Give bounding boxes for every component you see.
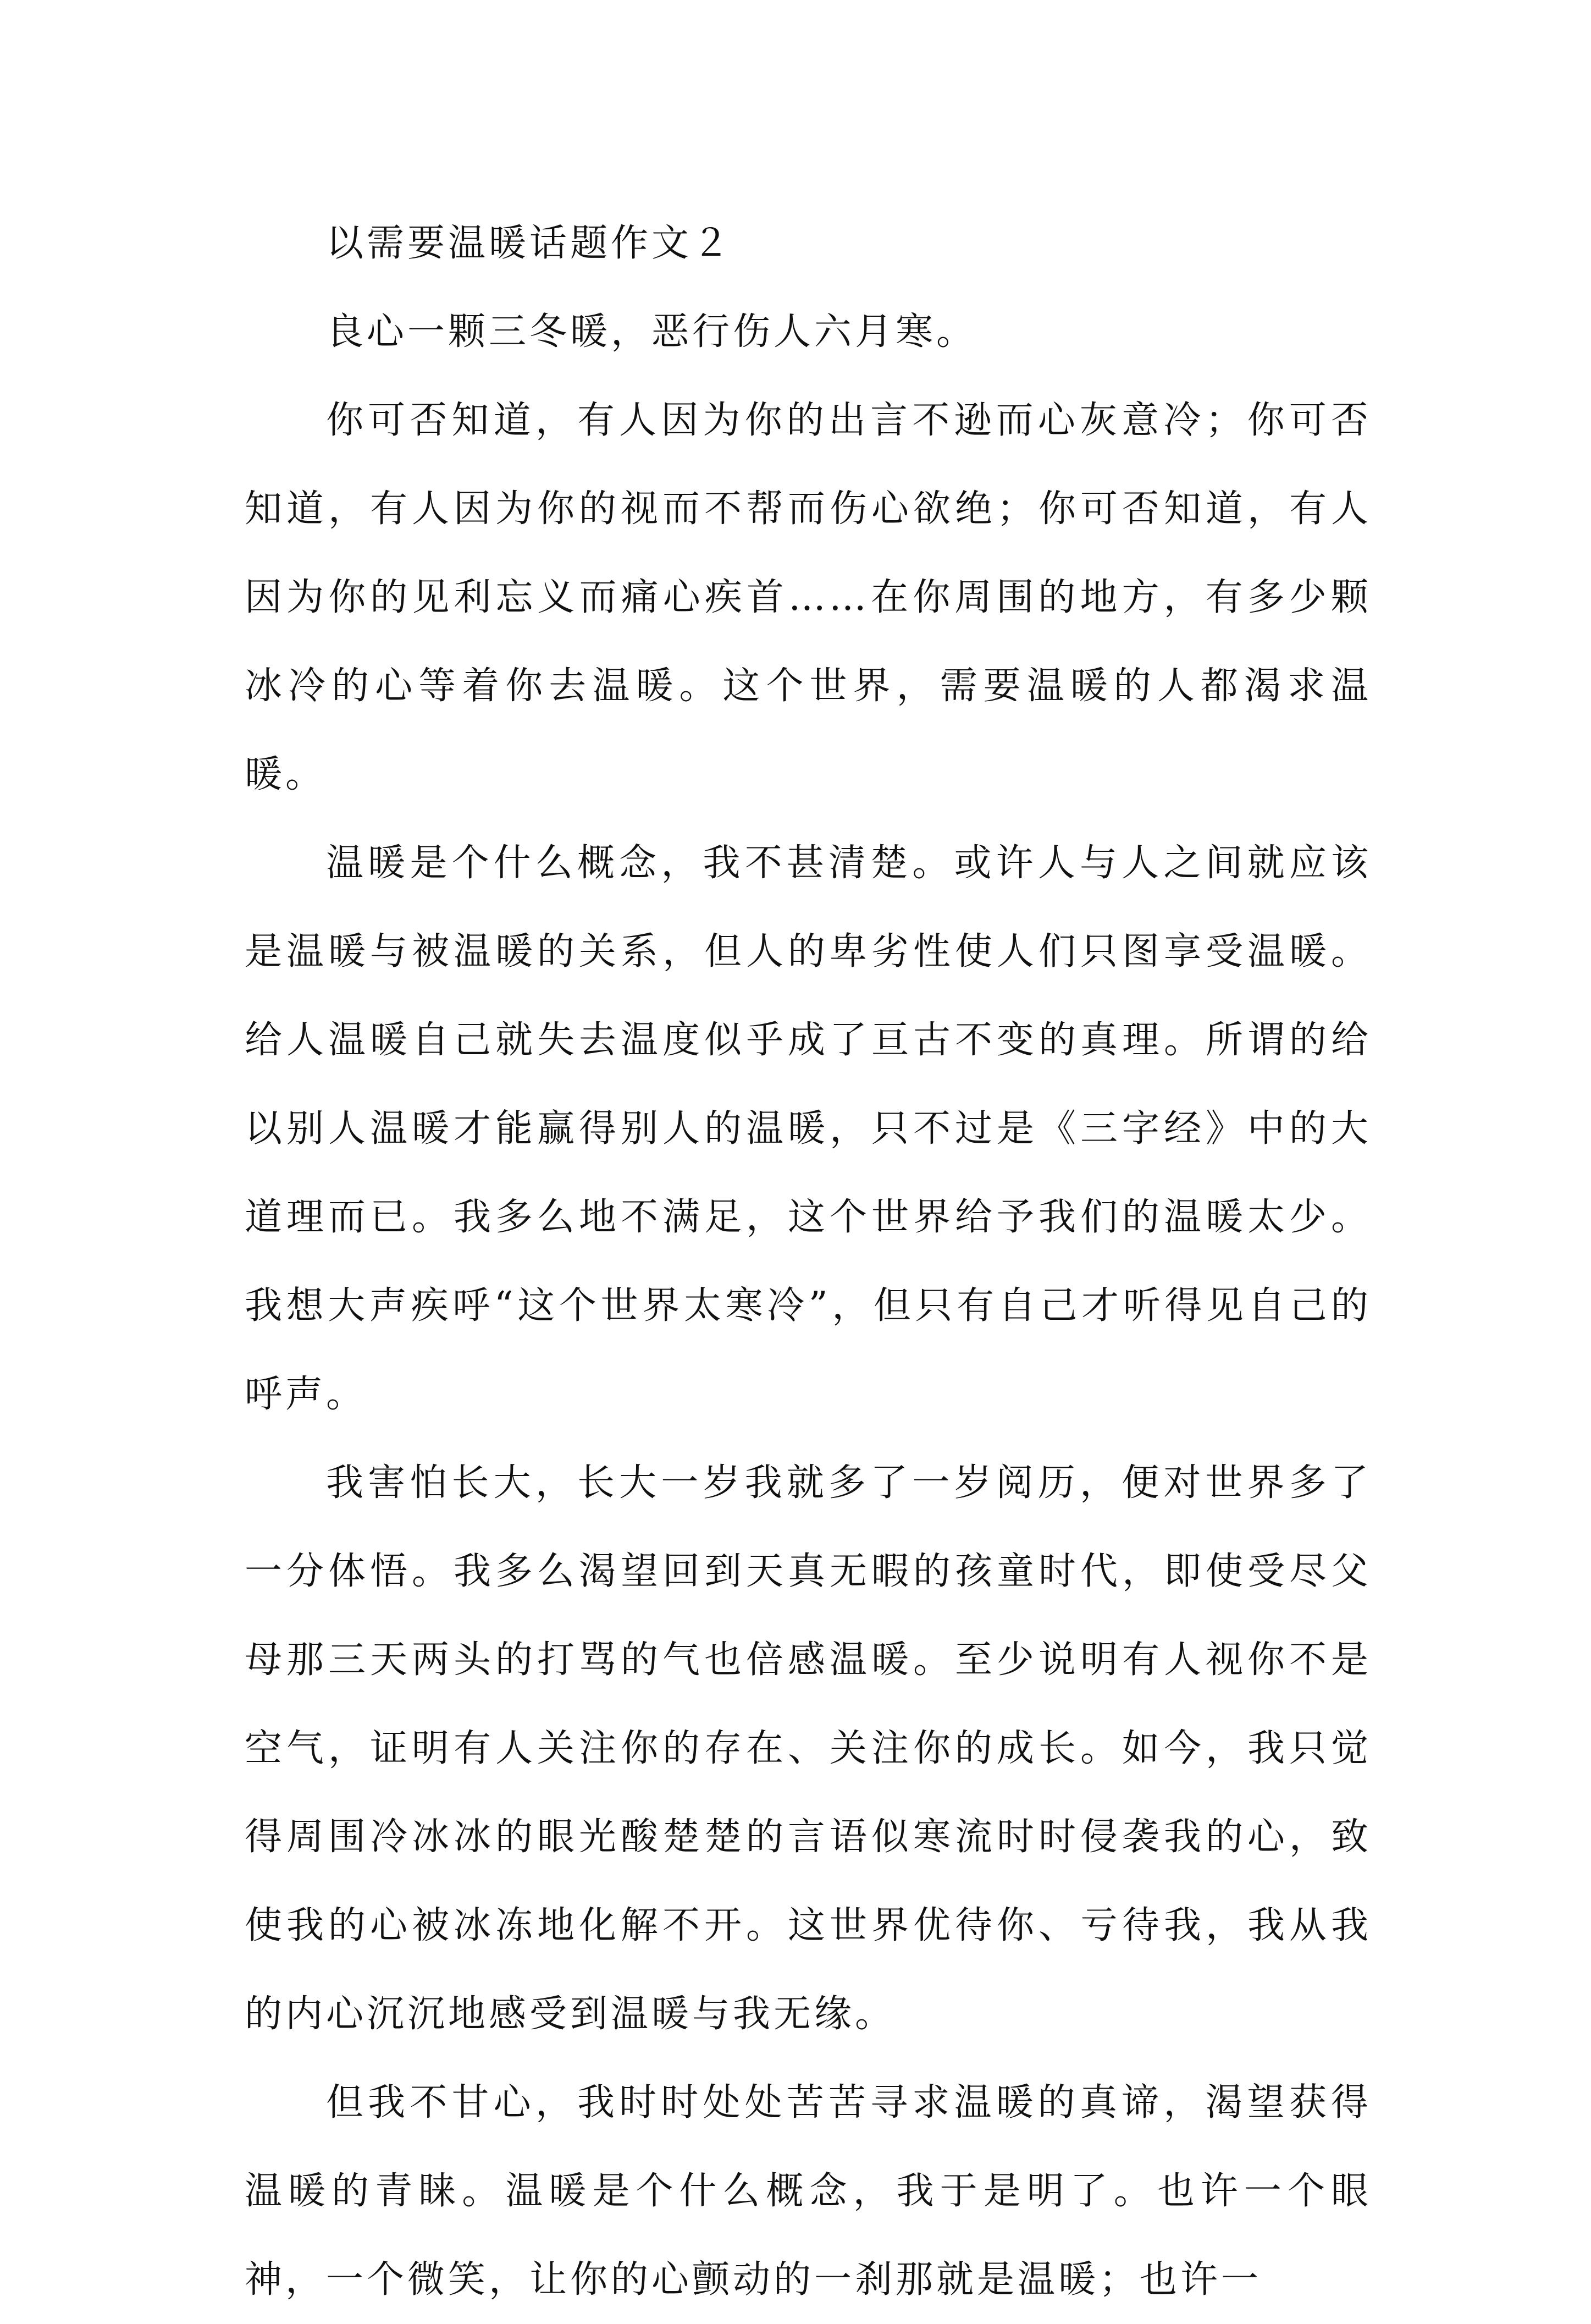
paragraph-5: 但我不甘心，我时时处处苦苦寻求温暖的真谛，渴望获得温暖的青睐。温暖是个什么概念，我于是明了。也许一个眼神，一个微笑，让你的心颤动的一刹那就是温暖；也许一 — [245, 2081, 1372, 2301]
paragraph-4: 我害怕长大，长大一岁我就多了一岁阅历，便对世界多了一分体悟。我多么渴望回到天真无暇的孩童时代，即使受尽父母那三天两头的打骂的气也倍感温暖。至少说明有人视你不是空气，证明有人关注你的存在、关注你的成长。如今，我只觉得周围冷冰冰的眼光酸楚楚的言语似寒流时时侵袭我的心，致使我的心被冰冻地化解不开。这世界优待你、亏待我，我从我的内心沉沉地感受到温暖与我无缘。 — [245, 1461, 1372, 2036]
paragraph-2: 你可否知道，有人因为你的出言不逊而心灰意冷；你可否知道，有人因为你的视而不帮而伤心欲绝；你可否知道，有人因为你的见利忘义而痛心疾首……在你周围的地方，有多少颗冰冷的心等着你去温暖。这个世界，需要温暖的人都渴求温暖。 — [245, 399, 1372, 796]
paragraph-3: 温暖是个什么概念，我不甚清楚。或许人与人之间就应该是温暖与被温暖的关系，但人的卑劣性使人们只图享受温暖。给人温暖自己就失去温度似乎成了亘古不变的真理。所谓的给以别人温暖才能赢得别人的温暖，只不过是《三字经》中的大道理而已。我多么地不满足，这个世界给予我们的温暖太少。我想大声疾呼“这个世界太寒冷”，但只有自己才听得见自己的呼声。 — [245, 841, 1372, 1416]
document-body — [245, 199, 1372, 2324]
document-heading: 以需要温暖话题作文２ — [326, 222, 733, 265]
paragraph-1: 良心一颗三冬暖，恶行伤人六月寒。 — [326, 310, 977, 354]
